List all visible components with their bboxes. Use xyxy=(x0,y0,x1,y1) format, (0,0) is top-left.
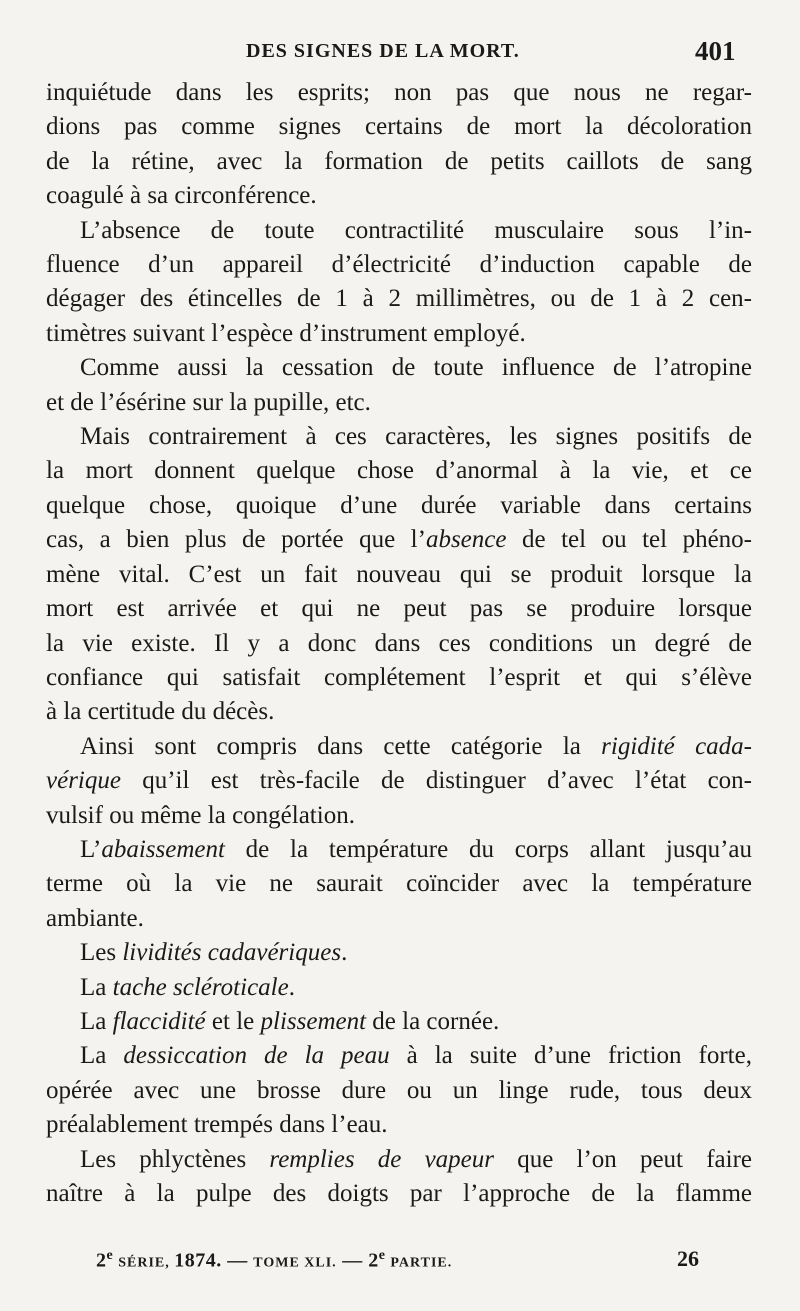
page-footer xyxy=(0,1246,800,1286)
text-run: de la cornée. xyxy=(366,1007,500,1035)
part-word: PARTIE. xyxy=(385,1255,453,1271)
text-line xyxy=(46,936,752,970)
text-line xyxy=(46,1005,752,1039)
text-line: Comme aussi la cessation de toute influence de l’atropine xyxy=(80,354,752,382)
text-line: timètres suivant l’espèce d’instrument employé. xyxy=(46,319,526,347)
text-line: vulsif ou même la congélation. xyxy=(46,801,355,829)
text-line: quelque chose, quoique d’une durée variable dans certains xyxy=(46,491,752,519)
running-head xyxy=(0,34,800,74)
text-run: La xyxy=(80,1007,113,1035)
text-line: L’absence de toute contractilité musculaire sous l’in- xyxy=(80,216,752,244)
series-line xyxy=(96,1248,452,1273)
italic-run: abaissement xyxy=(101,835,225,863)
text-line: mort est arrivée et qui ne peut pas se produire lorsque xyxy=(46,595,752,623)
part-number: 2 xyxy=(368,1249,379,1272)
italic-run: absence xyxy=(425,526,507,554)
text-line: préalablement trempés dans l’eau. xyxy=(46,1111,388,1139)
tome: TOME XLI. xyxy=(253,1255,337,1271)
italic-run: dessiccation de la peau xyxy=(123,1042,390,1070)
paragraph-10 xyxy=(46,1039,752,1142)
italic-run: rigidité cada- xyxy=(601,732,753,760)
text-line: dégager des étincelles de 1 à 2 millimètres, ou de 1 à 2 cen- xyxy=(46,285,752,313)
text-run: qu’il est très-facile de distinguer d’avec l’état con- xyxy=(120,767,752,795)
italic-run: plissement xyxy=(260,1007,367,1035)
italic-run: lividités cadavériques xyxy=(122,939,342,967)
text-line: confiance qui satisfait complétement l’esprit et qui s’élève xyxy=(46,663,752,691)
text-line: coagulé à sa circonférence. xyxy=(46,182,317,210)
paragraph-2 xyxy=(46,214,752,352)
paragraph-9 xyxy=(46,1005,752,1039)
text-line: dions pas comme signes certains de mort la décoloration xyxy=(46,113,752,141)
paragraph-5 xyxy=(46,730,752,833)
text-run: Les xyxy=(80,939,123,967)
paragraph-8 xyxy=(46,971,752,1005)
running-title: DES SIGNES DE LA MORT. xyxy=(246,40,520,62)
text-line xyxy=(46,730,752,764)
italic-run: flaccidité xyxy=(112,1007,206,1035)
text-line xyxy=(46,764,752,798)
text-run: . xyxy=(288,973,295,1001)
dash: — xyxy=(221,1249,254,1272)
text-run: L’ xyxy=(80,835,102,863)
text-run: à la suite d’une friction forte, xyxy=(389,1042,752,1070)
text-run: de tel ou tel phéno- xyxy=(506,526,752,554)
text-line: la vie existe. Il y a donc dans ces conditions un degré de xyxy=(46,629,752,657)
text-run: Ainsi sont compris dans cette catégorie la xyxy=(80,732,602,760)
page-number: 401 xyxy=(695,36,736,66)
italic-run: vérique xyxy=(46,767,121,795)
text-line: inquiétude dans les esprits; non pas que nous ne regar- xyxy=(46,79,752,106)
paragraph-3 xyxy=(46,351,752,420)
dash: — xyxy=(336,1249,369,1272)
series-superscript: e xyxy=(106,1248,114,1263)
year: 1874. xyxy=(174,1249,222,1272)
text-line: ambiante. xyxy=(46,904,144,932)
text-line xyxy=(46,523,752,557)
part-superscript: e xyxy=(378,1248,386,1263)
body-text xyxy=(46,76,752,1211)
italic-run: remplies de vapeur xyxy=(269,1145,494,1173)
series-number: 2 xyxy=(96,1249,107,1272)
text-line: terme où la vie ne saurait coïncider avec la température xyxy=(46,870,752,898)
italic-run: tache scléroticale xyxy=(112,973,289,1001)
signature-mark: 26 xyxy=(677,1246,699,1271)
text-line: Mais contrairement à ces caractères, les signes positifs de xyxy=(80,423,752,451)
paragraph-11 xyxy=(46,1143,752,1212)
text-line xyxy=(46,1143,752,1177)
text-line: et de l’ésérine sur la pupille, etc. xyxy=(46,388,371,416)
text-run: que l’on peut faire xyxy=(494,1145,752,1173)
text-line: la mort donnent quelque chose d’anormal à la vie, et ce xyxy=(46,457,752,485)
text-run: Les phlyctènes xyxy=(80,1145,270,1173)
text-line xyxy=(46,833,752,867)
text-run: de la température du corps allant jusqu’au xyxy=(224,835,752,863)
text-line xyxy=(46,971,752,1005)
series-word: SÉRIE, xyxy=(113,1255,175,1271)
text-run: . xyxy=(341,939,348,967)
paragraph-7 xyxy=(46,936,752,970)
paragraph-6 xyxy=(46,833,752,936)
text-run: cas, a bien plus de portée que l’ xyxy=(46,526,426,554)
text-line: mène vital. C’est un fait nouveau qui se produit lorsque la xyxy=(46,560,752,588)
text-line xyxy=(46,1039,752,1073)
text-line: de la rétine, avec la formation de petits caillots de sang xyxy=(46,147,752,175)
text-line: opérée avec une brosse dure ou un linge rude, tous deux xyxy=(46,1076,752,1104)
text-line: naître à la pulpe des doigts par l’approche de la flamme xyxy=(46,1180,752,1207)
text-run: et le xyxy=(205,1007,261,1035)
paragraph-1 xyxy=(46,76,752,214)
text-run: La xyxy=(80,973,113,1001)
text-line: fluence d’un appareil d’électricité d’induction capable de xyxy=(46,251,752,279)
text-run: La xyxy=(80,1042,124,1070)
text-line: à la certitude du décès. xyxy=(46,698,275,726)
paragraph-4 xyxy=(46,420,752,730)
